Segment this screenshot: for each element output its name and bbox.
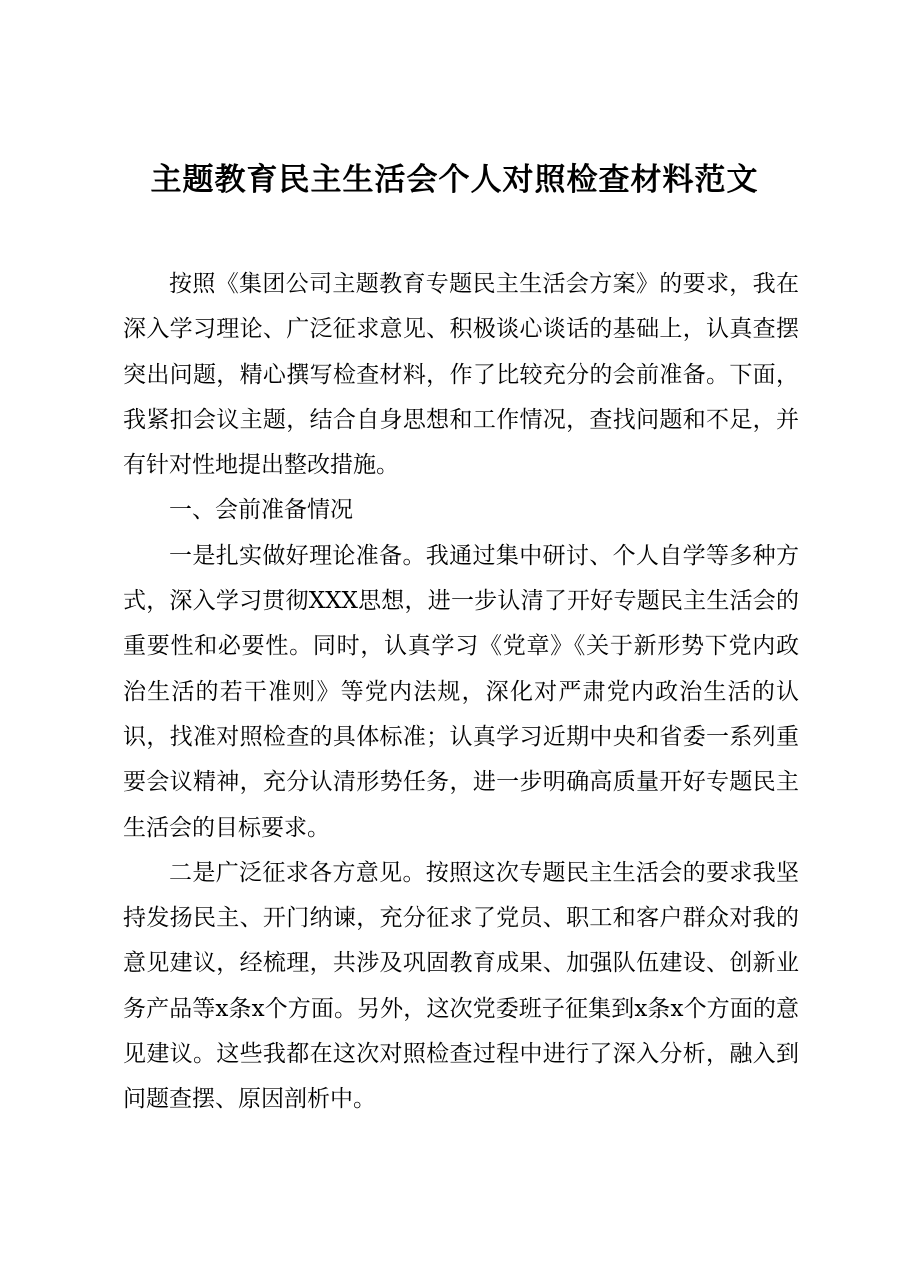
section-heading-preparation: 一、会前准备情况: [169, 497, 353, 524]
document-body: [123, 262, 799, 1123]
paragraph-theory-preparation: 一是扎实做好理论准备。我通过集中研讨、个人自学等多种方式，深入学习贯彻XXX思想，进一步认清了开好专题民主生活会的重要性和必要性。同时，认真学习《党章》《关于新形势下党内政治生活的若干准则》等党内法规，深化对严肃党内政治生活的认识，找准对照检查的具体标准；认真学习近期中央和省委一系列重要会议精神，充分认清形势任务，进一步明确高质量开好专题民主生活会的目标要求。: [123, 542, 799, 841]
paragraph-intro: 按照《集团公司主题教育专题民主生活会方案》的要求，我在深入学习理论、广泛征求意见、积极谈心谈话的基础上，认真查摆突出问题，精心撰写检查材料，作了比较充分的会前准备。下面，我紧扣会议主题，结合自身思想和工作情况，查找问题和不足，并有针对性地提出整改措施。: [123, 271, 799, 479]
paragraph-soliciting-opinions: 二是广泛征求各方意见。按照这次专题民主生活会的要求我坚持发扬民主、开门纳谏，充分征求了党员、职工和客户群众对我的意见建议，经梳理，共涉及巩固教育成果、加强队伍建设、创新业务产品等x条x个方面。另外，这次党委班子征集到x条x个方面的意见建议。这些我都在这次对照检查过程中进行了深入分析，融入到问题查摆、原因剖析中。: [123, 859, 799, 1113]
document-title: 主题教育民主生活会个人对照检查材料范文: [150, 162, 759, 198]
